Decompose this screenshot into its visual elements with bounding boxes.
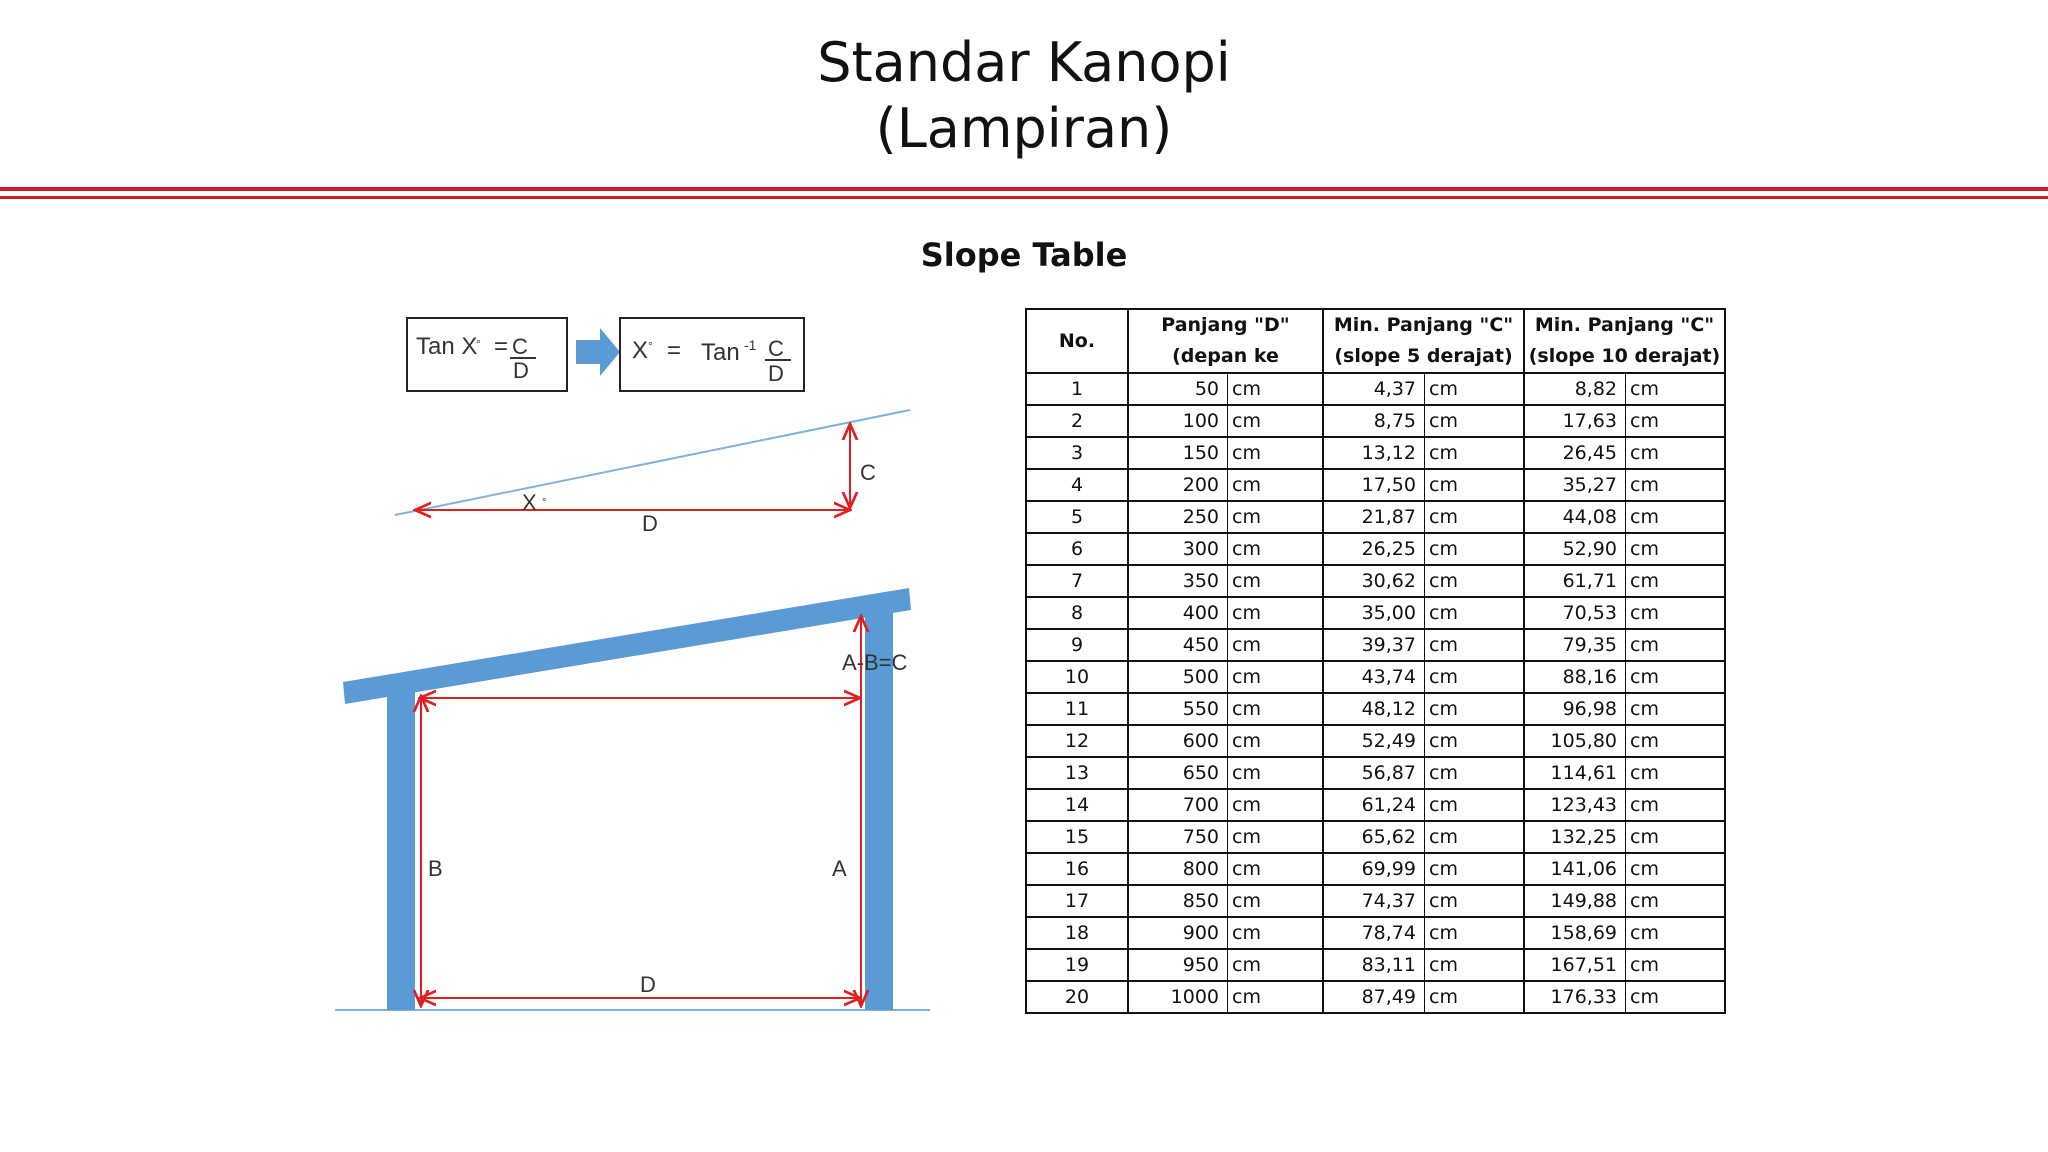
cell-c5-unit: cm (1425, 565, 1525, 597)
cell-c10-unit: cm (1626, 565, 1726, 597)
slope-table (1025, 308, 1726, 1014)
cell-c10-unit: cm (1626, 757, 1726, 789)
cell-row-number: 2 (1026, 405, 1128, 437)
cell-c5-value: 30,62 (1323, 565, 1425, 597)
cell-row-number: 7 (1026, 565, 1128, 597)
cell-c10-unit: cm (1626, 821, 1726, 853)
formula2-equals: = (667, 337, 682, 364)
cell-d-unit: cm (1228, 437, 1324, 469)
cell-d-unit: cm (1228, 565, 1324, 597)
cell-row-number: 11 (1026, 693, 1128, 725)
cell-row-number: 5 (1026, 501, 1128, 533)
canopy-structure (335, 588, 930, 1010)
table-row (1026, 949, 1725, 981)
cell-c5-value: 8,75 (1323, 405, 1425, 437)
formula2-denominator: D (768, 361, 784, 386)
cell-c10-unit: cm (1626, 437, 1726, 469)
cell-d-unit: cm (1228, 693, 1324, 725)
title-line-2: (Lampiran) (875, 97, 1173, 160)
cell-d-value: 950 (1128, 949, 1228, 981)
cell-d-value: 100 (1128, 405, 1228, 437)
cell-c5-unit: cm (1425, 373, 1525, 405)
cell-c5-unit: cm (1425, 949, 1525, 981)
cell-c5-value: 26,25 (1323, 533, 1425, 565)
cell-row-number: 3 (1026, 437, 1128, 469)
table-row (1026, 629, 1725, 661)
cell-c10-value: 35,27 (1524, 469, 1626, 501)
formula-tan-box (407, 318, 567, 391)
cell-c10-unit: cm (1626, 693, 1726, 725)
cell-c10-unit: cm (1626, 469, 1726, 501)
section-heading: Slope Table (920, 236, 1128, 274)
cell-c5-unit: cm (1425, 789, 1525, 821)
cell-d-value: 1000 (1128, 981, 1228, 1013)
table-row (1026, 853, 1725, 885)
left-post-label: B (428, 856, 443, 881)
cell-d-value: 600 (1128, 725, 1228, 757)
cell-d-unit: cm (1228, 725, 1324, 757)
cell-c10-unit: cm (1626, 661, 1726, 693)
left-post (387, 692, 415, 1010)
table-row (1026, 693, 1725, 725)
cell-c5-value: 78,74 (1323, 917, 1425, 949)
cell-c5-unit: cm (1425, 725, 1525, 757)
formula1-tan-label: Tan X (416, 333, 478, 360)
cell-d-value: 400 (1128, 597, 1228, 629)
cell-d-unit: cm (1228, 661, 1324, 693)
table-row (1026, 501, 1725, 533)
slide-title (0, 30, 2048, 162)
cell-c5-unit: cm (1425, 885, 1525, 917)
cell-row-number: 12 (1026, 725, 1128, 757)
cell-c5-unit: cm (1425, 597, 1525, 629)
cell-c10-value: 176,33 (1524, 981, 1626, 1013)
cell-c10-unit: cm (1626, 853, 1726, 885)
cell-c5-value: 56,87 (1323, 757, 1425, 789)
cell-d-unit: cm (1228, 501, 1324, 533)
canopy-roof (343, 588, 911, 704)
formula2-numerator: C (768, 336, 784, 361)
cell-c10-value: 132,25 (1524, 821, 1626, 853)
table-row (1026, 885, 1725, 917)
cell-c10-value: 96,98 (1524, 693, 1626, 725)
cell-c5-unit: cm (1425, 693, 1525, 725)
angle-label: X (522, 490, 537, 515)
cell-c5-unit: cm (1425, 757, 1525, 789)
cell-row-number: 4 (1026, 469, 1128, 501)
cell-c10-value: 26,45 (1524, 437, 1626, 469)
table-row (1026, 597, 1725, 629)
width-label: D (640, 972, 656, 997)
formula2-x-label: X (632, 337, 649, 364)
cell-c5-value: 87,49 (1323, 981, 1425, 1013)
right-arrow-icon (576, 328, 620, 376)
cell-c5-value: 17,50 (1323, 469, 1425, 501)
cell-row-number: 14 (1026, 789, 1128, 821)
cell-row-number: 10 (1026, 661, 1128, 693)
table-row (1026, 981, 1725, 1013)
cell-row-number: 9 (1026, 629, 1128, 661)
cell-d-unit: cm (1228, 373, 1324, 405)
cell-row-number: 18 (1026, 917, 1128, 949)
cell-d-unit: cm (1228, 949, 1324, 981)
table-row (1026, 565, 1725, 597)
cell-c5-unit: cm (1425, 405, 1525, 437)
cell-d-value: 200 (1128, 469, 1228, 501)
cell-c10-value: 17,63 (1524, 405, 1626, 437)
header-c-slope-5: Min. Panjang "C" (slope 5 derajat) (1323, 309, 1524, 373)
cell-d-unit: cm (1228, 821, 1324, 853)
table-row (1026, 917, 1725, 949)
cell-c5-unit: cm (1425, 469, 1525, 501)
cell-d-value: 50 (1128, 373, 1228, 405)
cell-c10-value: 158,69 (1524, 917, 1626, 949)
cell-row-number: 16 (1026, 853, 1128, 885)
cell-c5-unit: cm (1425, 853, 1525, 885)
cell-c5-value: 69,99 (1323, 853, 1425, 885)
slope-line (395, 410, 910, 515)
cell-c10-value: 88,16 (1524, 661, 1626, 693)
cell-c10-value: 105,80 (1524, 725, 1626, 757)
cell-c10-unit: cm (1626, 917, 1726, 949)
cell-c10-value: 167,51 (1524, 949, 1626, 981)
formula2-degree: ° (648, 339, 653, 353)
cell-c5-value: 61,24 (1323, 789, 1425, 821)
table-row (1026, 821, 1725, 853)
formula1-equals: = (494, 333, 509, 360)
table-row (1026, 405, 1725, 437)
header-panjang-d: Panjang "D" (depan ke (1128, 309, 1323, 373)
title-divider-top (0, 187, 2048, 191)
cell-c5-value: 35,00 (1323, 597, 1425, 629)
cell-c10-value: 8,82 (1524, 373, 1626, 405)
cell-c5-unit: cm (1425, 917, 1525, 949)
cell-c5-value: 21,87 (1323, 501, 1425, 533)
cell-c5-value: 43,74 (1323, 661, 1425, 693)
cell-c10-value: 114,61 (1524, 757, 1626, 789)
cell-c5-unit: cm (1425, 629, 1525, 661)
cell-c10-unit: cm (1626, 533, 1726, 565)
rise-label: C (860, 460, 876, 485)
cell-c10-value: 61,71 (1524, 565, 1626, 597)
formula2-tan-label: Tan (701, 339, 740, 366)
cell-c5-value: 83,11 (1323, 949, 1425, 981)
cell-c5-unit: cm (1425, 981, 1525, 1013)
cell-c10-unit: cm (1626, 629, 1726, 661)
relation-label: A-B=C (842, 650, 908, 675)
cell-c5-value: 65,62 (1323, 821, 1425, 853)
cell-d-value: 450 (1128, 629, 1228, 661)
cell-c5-unit: cm (1425, 821, 1525, 853)
cell-c10-value: 44,08 (1524, 501, 1626, 533)
cell-c5-unit: cm (1425, 661, 1525, 693)
cell-c5-unit: cm (1425, 533, 1525, 565)
cell-c5-value: 4,37 (1323, 373, 1425, 405)
table-row (1026, 661, 1725, 693)
run-label: D (642, 511, 658, 536)
cell-c10-unit: cm (1626, 981, 1726, 1013)
cell-d-unit: cm (1228, 533, 1324, 565)
cell-c10-value: 70,53 (1524, 597, 1626, 629)
cell-d-value: 650 (1128, 757, 1228, 789)
cell-c5-value: 13,12 (1323, 437, 1425, 469)
cell-d-value: 900 (1128, 917, 1228, 949)
cell-d-unit: cm (1228, 629, 1324, 661)
cell-d-unit: cm (1228, 405, 1324, 437)
slope-table-container (1025, 308, 1726, 1014)
cell-d-unit: cm (1228, 917, 1324, 949)
cell-d-value: 750 (1128, 821, 1228, 853)
cell-d-unit: cm (1228, 853, 1324, 885)
cell-d-value: 500 (1128, 661, 1228, 693)
cell-row-number: 17 (1026, 885, 1128, 917)
cell-d-value: 850 (1128, 885, 1228, 917)
formula-arctan-box (620, 318, 804, 391)
cell-d-value: 150 (1128, 437, 1228, 469)
cell-c10-value: 79,35 (1524, 629, 1626, 661)
cell-d-unit: cm (1228, 981, 1324, 1013)
cell-d-unit: cm (1228, 789, 1324, 821)
cell-d-value: 550 (1128, 693, 1228, 725)
title-line-1: Standar Kanopi (817, 31, 1231, 94)
cell-c5-value: 48,12 (1323, 693, 1425, 725)
table-row (1026, 469, 1725, 501)
table-row (1026, 725, 1725, 757)
cell-c10-value: 123,43 (1524, 789, 1626, 821)
table-row (1026, 437, 1725, 469)
cell-row-number: 8 (1026, 597, 1128, 629)
cell-c5-value: 39,37 (1323, 629, 1425, 661)
cell-c10-unit: cm (1626, 949, 1726, 981)
cell-d-unit: cm (1228, 469, 1324, 501)
table-row (1026, 373, 1725, 405)
formula1-numerator: C (512, 334, 528, 359)
cell-c10-value: 149,88 (1524, 885, 1626, 917)
cell-row-number: 13 (1026, 757, 1128, 789)
cell-c10-value: 52,90 (1524, 533, 1626, 565)
table-body (1026, 373, 1725, 1013)
cell-c10-value: 141,06 (1524, 853, 1626, 885)
formula1-denominator: D (513, 358, 529, 383)
cell-c10-unit: cm (1626, 373, 1726, 405)
cell-d-unit: cm (1228, 757, 1324, 789)
cell-c5-value: 74,37 (1323, 885, 1425, 917)
formula2-superscript: -1 (744, 337, 757, 353)
cell-row-number: 20 (1026, 981, 1128, 1013)
cell-d-value: 800 (1128, 853, 1228, 885)
cell-d-value: 300 (1128, 533, 1228, 565)
cell-c10-unit: cm (1626, 789, 1726, 821)
cell-row-number: 6 (1026, 533, 1128, 565)
slope-triangle (395, 410, 910, 536)
cell-c10-unit: cm (1626, 405, 1726, 437)
cell-c10-unit: cm (1626, 725, 1726, 757)
canopy-slope-diagram (320, 300, 960, 1020)
cell-row-number: 19 (1026, 949, 1128, 981)
table-row (1026, 533, 1725, 565)
cell-c5-unit: cm (1425, 437, 1525, 469)
cell-c5-value: 52,49 (1323, 725, 1425, 757)
cell-c10-unit: cm (1626, 501, 1726, 533)
cell-d-value: 700 (1128, 789, 1228, 821)
cell-d-unit: cm (1228, 885, 1324, 917)
title-divider-bottom (0, 196, 2048, 199)
cell-row-number: 1 (1026, 373, 1128, 405)
cell-row-number: 15 (1026, 821, 1128, 853)
header-c-slope-10: Min. Panjang "C" (slope 10 derajat) (1524, 309, 1725, 373)
angle-degree: ° (542, 497, 547, 509)
header-no: No. (1026, 309, 1128, 373)
table-row (1026, 789, 1725, 821)
cell-c10-unit: cm (1626, 885, 1726, 917)
formula1-degree: ° (476, 337, 481, 351)
cell-c10-unit: cm (1626, 597, 1726, 629)
cell-d-unit: cm (1228, 597, 1324, 629)
cell-d-value: 250 (1128, 501, 1228, 533)
table-header-row (1026, 309, 1725, 373)
right-post-label: A (832, 856, 847, 881)
table-row (1026, 757, 1725, 789)
cell-c5-unit: cm (1425, 501, 1525, 533)
cell-d-value: 350 (1128, 565, 1228, 597)
